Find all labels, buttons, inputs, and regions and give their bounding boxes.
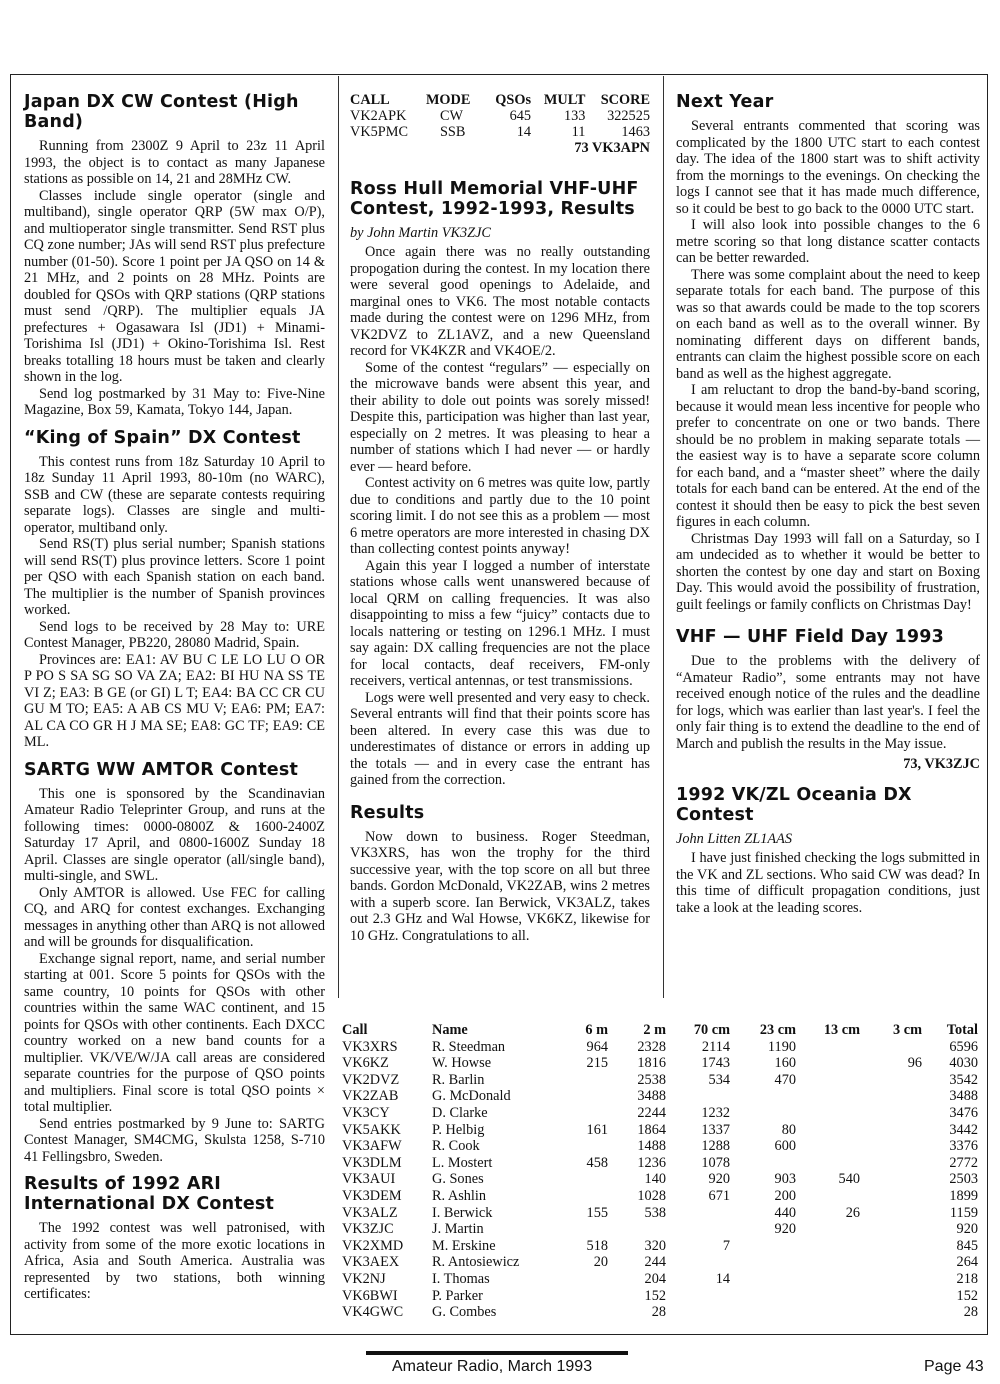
table-cell: 160: [774, 1055, 796, 1072]
table-row: [342, 1254, 978, 1271]
table-header: 13 cm: [823, 1022, 860, 1038]
table-header: MULT: [543, 92, 586, 108]
table-cell: [550, 1105, 608, 1122]
table-cell: [730, 1155, 796, 1172]
table-cell: 600: [774, 1138, 796, 1155]
table-cell: [860, 1138, 922, 1155]
table-header: 70 cm: [693, 1022, 730, 1038]
table-row: [342, 1088, 978, 1105]
table-header: Name: [432, 1022, 468, 1038]
table-cell: 1463: [621, 124, 650, 140]
paragraph: Running from 2300Z 9 April to 23z 11 April 1993, the object is to contact as many Japanese stations as possible on 14, 21 and 28MHz CW.: [24, 138, 325, 187]
table-cell: 28: [651, 1304, 666, 1321]
table-cell: [796, 1254, 860, 1271]
table-cell: [860, 1304, 922, 1321]
table-cell: 1190: [767, 1038, 796, 1055]
table-header: SCORE: [600, 92, 650, 108]
table-cell: 152: [644, 1287, 666, 1304]
footer-rule: [366, 1351, 628, 1355]
article-heading: Japan DX CW Contest (High Band): [24, 92, 299, 132]
table-cell: I. Thomas: [432, 1270, 490, 1287]
table-cell: VK3AUI: [342, 1171, 396, 1188]
paragraph: Only AMTOR is allowed. Use FEC for calling CQ, and ARQ for contest exchanges. Exchanging messages in anything other than ARQ is not allowed and will be grounds for disqualification.: [24, 884, 325, 950]
table-row: [342, 1304, 978, 1321]
table-body: [342, 1039, 978, 1321]
table-cell: [730, 1304, 796, 1321]
table-cell: 133: [564, 108, 586, 124]
table-cell: 645: [509, 108, 532, 124]
results-section: [350, 803, 650, 945]
article-heading: 1992 VK/ZL Oceania DX Contest: [676, 784, 912, 825]
paragraph: Send RS(T) plus serial number; Spanish stations will send RS(T) plus province letters. Score 1 point per QSO with each Spanish station on each band. The multiplier is the number of Spanish provinces worked.: [24, 536, 325, 618]
table-row: [350, 108, 650, 124]
ari-signoff: 73 VK3APN: [574, 140, 650, 156]
table-cell: 322525: [607, 108, 650, 124]
table-cell: [796, 1105, 860, 1122]
paragraph: Christmas Day 1993 will fall on a Saturday, so I am undecided as to whether it would be better to shorten the contest by one day and start on Boxing Day. This would avoid the possibility of frustration, guilt feelings or family conflicts on Christmas Day!: [676, 530, 980, 613]
table-cell: [550, 1072, 608, 1089]
table-cell: I. Berwick: [432, 1204, 493, 1221]
table-cell: 80: [781, 1121, 796, 1138]
table-row: [342, 1288, 978, 1305]
table-cell: [860, 1205, 922, 1222]
table-header: QSOs: [495, 92, 532, 108]
table-cell: D. Clarke: [432, 1104, 488, 1121]
table-cell: 11: [571, 124, 586, 140]
table-cell: 1864: [637, 1121, 666, 1138]
table-cell: VK5PMC: [350, 124, 408, 140]
article-heading: Ross Hull Memorial VHF-UHF Contest, 1992-1993, Results: [350, 178, 639, 219]
table-cell: VK3DEM: [342, 1187, 402, 1204]
table-cell: 534: [708, 1071, 730, 1088]
table-row: [342, 1105, 978, 1122]
table-cell: 28: [963, 1304, 978, 1321]
table-cell: P. Helbig: [432, 1121, 485, 1138]
table-cell: 26: [845, 1204, 860, 1221]
table-cell: 845: [956, 1237, 978, 1254]
table-cell: [666, 1304, 730, 1321]
paragraph: Provinces are: EA1: AV BU C LE LO LU O OR P PO S SA SG SO VA ZA; EA2: BI HU NA SS TE VI Z; EA3: B GE (or GI) L T; EA4: BA CC CR CU GU M TO; EA5: A AB CS MU V; EA6: PM; EA7: AL CA CO GR H J MA SE; EA8: GC TF; EA9: CE ML.: [24, 651, 325, 750]
table-cell: W. Howse: [432, 1055, 492, 1072]
table-cell: 6596: [949, 1038, 978, 1055]
table-header: Call: [342, 1022, 368, 1038]
table-cell: 218: [956, 1270, 978, 1287]
table-cell: 2328: [637, 1038, 666, 1055]
table-header: MODE: [425, 92, 471, 108]
table-cell: R. Ashlin: [432, 1187, 487, 1204]
table-cell: 2503: [949, 1171, 978, 1188]
table-row: [342, 1138, 978, 1155]
table-header: 3 cm: [893, 1022, 922, 1038]
table-cell: 2538: [637, 1071, 666, 1088]
paragraph: Send logs to be received by 28 May to: URE Contest Manager, PB220, 28080 Madrid, Spain.: [24, 618, 325, 651]
table-cell: [666, 1221, 730, 1238]
table-cell: 903: [774, 1171, 796, 1188]
table-cell: [550, 1221, 608, 1238]
table-cell: [796, 1138, 860, 1155]
paragraph: Contest activity on 6 metres was quite low, partly due to conditions and partly due to the 10 point scoring limit. I do not see this as a problem — most 6 metre operators are more interested in chasing DX than collecting contest points anyway!: [350, 475, 650, 557]
table-cell: 320: [644, 1237, 666, 1254]
signoff: 73, VK3ZJC: [903, 756, 980, 772]
table-cell: [730, 1271, 796, 1288]
table-cell: [796, 1055, 860, 1072]
table-cell: 470: [774, 1071, 796, 1088]
table-cell: VK3CY: [342, 1104, 390, 1121]
table-cell: 540: [838, 1171, 860, 1188]
table-row: [342, 1072, 978, 1089]
column-2: [350, 92, 650, 944]
table-cell: VK3AFW: [342, 1138, 402, 1155]
table-header: 2 m: [643, 1022, 666, 1038]
table-cell: 1078: [701, 1154, 730, 1171]
byline: by John Martin VK3ZJC: [350, 224, 491, 241]
table-cell: 1236: [637, 1154, 666, 1171]
table-cell: 1337: [701, 1121, 730, 1138]
table-cell: 7: [722, 1237, 730, 1254]
table-cell: 264: [956, 1254, 978, 1271]
table-cell: VK5AKK: [342, 1121, 401, 1138]
paragraph: Again this year I logged a number of interstate stations whose calls went unanswered because of local QRM on calling frequencies. It was also disappointing to miss a few “juicy” contacts due to locals nattering or testing on 1296.1 MHz. I must say again: DX calling frequencies are not the place for local contacts, deaf receivers, FM-only receivers, vertical antennas, or test transmissions.: [350, 557, 650, 689]
table-cell: 1816: [637, 1055, 666, 1072]
table-cell: 204: [644, 1270, 666, 1287]
column-1: [24, 92, 325, 1303]
table-cell: VK2APK: [350, 108, 407, 124]
table-cell: [550, 1288, 608, 1305]
table-cell: [796, 1072, 860, 1089]
table-cell: 1232: [701, 1104, 730, 1121]
article-heading: VHF — UHF Field Day 1993: [676, 627, 944, 647]
paragraph: I will also look into possible changes to the 6 metre scoring so that long distance scatter contacts can be better rewarded.: [676, 217, 980, 266]
table-cell: [730, 1238, 796, 1255]
oceania-article: [676, 785, 980, 917]
table-cell: G. Combes: [432, 1304, 497, 1321]
table-cell: 4030: [949, 1055, 978, 1072]
table-cell: SSB: [439, 124, 466, 140]
table-cell: 671: [708, 1187, 730, 1204]
table-cell: [796, 1088, 860, 1105]
table-cell: G. Sones: [432, 1171, 484, 1188]
table-cell: [860, 1122, 922, 1139]
paragraph: This one is sponsored by the Scandinavian Amateur Radio Teleprinter Group, and runs at the following times: 0000-0800Z & 1600-2400Z Saturday 17 April, and 0800-1600Z Sunday 18 April. Classes are single operator (all/single band), multi-single, and SWL.: [24, 785, 325, 884]
ari-score-table: [350, 92, 650, 140]
table-cell: 3476: [949, 1104, 978, 1121]
paragraph: I am reluctant to drop the band-by-band scoring, because it would mean less incentive for people who prefer to concentrate on one or two bands. There should be no problem in making separate totals — the easiest way is to have a separate score column for each band, and a “master sheet” where the daily totals for each band can be entered. At the end of the contest it should then be easy to pick the best seven figures in each column.: [676, 382, 980, 530]
table-cell: 3488: [949, 1088, 978, 1105]
table-header: 6 m: [585, 1022, 608, 1038]
table-header: 23 cm: [759, 1022, 796, 1038]
table-header-row: [342, 1022, 978, 1039]
table-cell: [666, 1088, 730, 1105]
paragraph: The 1992 contest was well patronised, with activity from some of the more exotic locations in Africa, Asia and South America. Australia was represented by two stations, both winning certificates:: [24, 1220, 325, 1302]
paragraph: Classes include single operator (single and multiband), single operator QRP (5W max O/P), and multioperator single transmitter. Send RST plus CQ zone number; JAs will send RST plus prefecture number (01-50). Score 1 point per JA QSO on 14 & 21 MHz, and 2 points on 28 MHz. Points are doubled for QSOs with QRP stations (QRP stations must send /QRP). The multiplier equals JA prefectures + Ogasawara Isl (JD1) + Minami-Torishima Isl (JD1) + Okino-Torishima Isl. Rest breaks totalling 18 hours must be taken and clearly shown in the log.: [24, 187, 325, 385]
table-cell: [796, 1271, 860, 1288]
table-cell: 140: [644, 1171, 666, 1188]
table-row: [342, 1055, 978, 1072]
table-row: [342, 1039, 978, 1056]
table-cell: 3442: [949, 1121, 978, 1138]
table-cell: 155: [586, 1204, 608, 1221]
table-cell: 1028: [637, 1187, 666, 1204]
table-cell: 2114: [701, 1038, 730, 1055]
table-cell: P. Parker: [432, 1287, 483, 1304]
paragraph: Send log postmarked by 31 May to: Five-Nine Magazine, Box 59, Kamata, Tokyo 144, Japan.: [24, 385, 325, 418]
table-cell: 538: [644, 1204, 666, 1221]
table-cell: 161: [586, 1121, 608, 1138]
paragraph: Logs were well presented and very easy to check. Several entrants will find that their points score has been altered. In every case this was due to underestimates of distance or errors in adding up the totals — and in every case the entrant has gained from the correction.: [350, 689, 650, 788]
table-cell: R. Antosiewicz: [432, 1254, 520, 1271]
japan-dx-article: [24, 92, 325, 419]
table-cell: 14: [516, 124, 532, 140]
table-cell: [860, 1105, 922, 1122]
table-cell: L. Mostert: [432, 1154, 493, 1171]
table-cell: VK3ALZ: [342, 1204, 398, 1221]
column-3: [676, 92, 980, 916]
table-cell: VK3ZJC: [342, 1221, 394, 1238]
paragraph: This contest runs from 18z Saturday 10 April to 18z Sunday 11 April 1993, 80-10m (no WARC), SSB and CW (these are separate contests requiring separate logs). Classes are single and multi-operator, multiband only.: [24, 453, 325, 536]
table-cell: 20: [593, 1254, 608, 1271]
paragraph: Due to the problems with the delivery of “Amateur Radio”, some entrants may not have received enough notice of the rules and the deadline for logs, which was earlier than last year's. I feel the only fair thing is to extend the deadline to the end of March and publish the results in the May issue.: [676, 653, 980, 752]
table-row: [342, 1238, 978, 1255]
table-cell: 1743: [701, 1055, 730, 1072]
table-cell: VK3XRS: [342, 1038, 398, 1055]
table-cell: [796, 1039, 860, 1056]
column-rule-1: [338, 76, 339, 998]
table-cell: VK3DLM: [342, 1154, 402, 1171]
table-cell: CW: [439, 108, 463, 124]
table-cell: [550, 1171, 608, 1188]
table-cell: 96: [907, 1055, 922, 1072]
table-cell: 152: [956, 1287, 978, 1304]
table-cell: 1899: [949, 1187, 978, 1204]
table-cell: [666, 1288, 730, 1305]
table-cell: 3376: [949, 1138, 978, 1155]
table-cell: J. Martin: [432, 1221, 484, 1238]
table-header: Total: [946, 1022, 978, 1038]
table-row: [342, 1205, 978, 1222]
sartg-article: [24, 760, 325, 1166]
table-cell: VK6BWI: [342, 1287, 398, 1304]
paragraph: Several entrants commented that scoring was complicated by the 1800 UTC start to each contest day. The idea of the 1800 start was to shift activity from the mornings to the evenings. On checking the logs I cannot see that it has made much difference, so it could be best to go back to the 0000 UTC start.: [676, 118, 980, 217]
table-cell: 518: [586, 1237, 608, 1254]
table-cell: 920: [774, 1221, 796, 1238]
table-cell: VK2NJ: [342, 1270, 386, 1287]
paragraph: There was some complaint about the need to keep separate totals for each band. The purpose of this was so that awards could be made to the top scorers on each band as well as to the overall winner. By nominating different days on different bands, entrants can claim the highest possible score on each band as well as the highest aggregate.: [676, 266, 980, 382]
ari-results-article: [24, 1174, 325, 1303]
table-cell: R. Cook: [432, 1138, 480, 1155]
table-row: [342, 1271, 978, 1288]
table-cell: R. Steedman: [432, 1038, 506, 1055]
table-cell: 3542: [949, 1071, 978, 1088]
table-cell: 920: [956, 1221, 978, 1238]
table-cell: [608, 1221, 666, 1238]
article-heading: “King of Spain” DX Contest: [24, 427, 301, 448]
section-heading: Next Year: [676, 92, 774, 112]
table-cell: [796, 1238, 860, 1255]
table-cell: 2244: [637, 1104, 666, 1121]
table-cell: 440: [774, 1204, 796, 1221]
table-cell: [796, 1155, 860, 1172]
table-row: [350, 124, 650, 140]
table-cell: G. McDonald: [432, 1088, 511, 1105]
table-cell: [550, 1188, 608, 1205]
table-cell: [860, 1039, 922, 1056]
paragraph: I have just finished checking the logs submitted in the VK and ZL sections. Who said CW was dead? In this time of difficult propagation conditions, just take a look at the leading scores.: [676, 850, 980, 916]
article-heading: Results of 1992 ARI International DX Contest: [24, 1174, 275, 1214]
table-cell: [796, 1221, 860, 1238]
table-cell: 1159: [949, 1204, 978, 1221]
table-cell: 3488: [637, 1088, 666, 1105]
table-cell: [860, 1155, 922, 1172]
table-row: [342, 1188, 978, 1205]
king-of-spain-article: [24, 428, 325, 751]
paragraph: Now down to business. Roger Steedman, VK3XRS, has won the trophy for the third successive year, with the top score on all but three bands. Gordon McDonald, VK2ZAB, wins 2 metres with a superb score. Ian Berwick, VK3ALZ, takes out 2.3 GHz and Wal Howse, VK6KZ, likewise for 10 GHz. Congratulations to all.: [350, 828, 650, 944]
paragraph: Exchange signal report, name, and serial number starting at 001. Score 5 points for QSOs with the same country, 10 points for QSOs with other countries within the same WAC continent, and 15 points for QSOs with other continents. Each DXCC country worked on a new band counts for a multiplier. VK/VE/W/JA call areas are considered separate countries for the purpose of QSO points and multipliers. Final score is total QSO points × total multiplier.: [24, 950, 325, 1115]
table-cell: [796, 1122, 860, 1139]
table-cell: [860, 1072, 922, 1089]
table-cell: [730, 1088, 796, 1105]
table-cell: [666, 1205, 730, 1222]
table-row: [342, 1122, 978, 1139]
table-cell: [730, 1105, 796, 1122]
article-heading: SARTG WW AMTOR Contest: [24, 759, 299, 780]
table-cell: [730, 1288, 796, 1305]
table-cell: [860, 1221, 922, 1238]
table-cell: VK2DVZ: [342, 1071, 400, 1088]
page-number: Page 43: [924, 1358, 984, 1375]
table-cell: [860, 1088, 922, 1105]
table-cell: [860, 1238, 922, 1255]
table-header: CALL: [350, 92, 390, 108]
table-cell: 1288: [701, 1138, 730, 1155]
footer-publication: Amateur Radio, March 1993: [392, 1358, 593, 1375]
field-day-article: [676, 627, 980, 773]
table-row: [342, 1155, 978, 1172]
table-cell: M. Erskine: [432, 1237, 496, 1254]
table-cell: [860, 1188, 922, 1205]
table-cell: [796, 1188, 860, 1205]
table-cell: [860, 1254, 922, 1271]
table-cell: [860, 1288, 922, 1305]
table-cell: VK4GWC: [342, 1304, 404, 1321]
table-cell: VK2XMD: [342, 1237, 404, 1254]
table-cell: [550, 1271, 608, 1288]
table-cell: 458: [586, 1154, 608, 1171]
table-cell: [550, 1088, 608, 1105]
table-cell: [730, 1254, 796, 1271]
table-cell: VK2ZAB: [342, 1088, 399, 1105]
table-cell: 2772: [949, 1154, 978, 1171]
paragraph: Once again there was no really outstanding propogation during the contest. In my location there were several good openings to Adelaide, and marginal ones to VK6. The most notable contacts made during the contest were on 1296 MHz, from VK2DVZ to ZL1AVZ, and a new Queensland record for VK4KZR and VK4OE/2.: [350, 244, 650, 359]
table-cell: [860, 1271, 922, 1288]
table-cell: [860, 1171, 922, 1188]
table-cell: 215: [586, 1055, 608, 1072]
byline: John Litten ZL1AAS: [676, 830, 792, 847]
section-heading: Results: [350, 802, 425, 823]
table-cell: [666, 1254, 730, 1271]
table-cell: 14: [715, 1270, 730, 1287]
table-cell: [796, 1304, 860, 1321]
ross-hull-article: [350, 179, 650, 789]
table-cell: [550, 1138, 608, 1155]
paragraph: Send entries postmarked by 9 June to: SARTG Contest Manager, SM4CMG, Skulsta 1258, S-710 41 Fellingsbro, Sweden.: [24, 1115, 325, 1165]
next-year-section: [676, 92, 980, 613]
table-cell: [796, 1288, 860, 1305]
ross-hull-results-table: [342, 1022, 978, 1321]
table-cell: VK3AEX: [342, 1254, 400, 1271]
paragraph: Some of the contest “regulars” — especially on the microwave bands were absent this year, and their ability to dole out points was sorely missed! Despite this, participation was higher than last year, especially on 2 metres. It was pleasing to hear a number of stations which I had never — or hardly ever — heard before.: [350, 359, 650, 475]
table-cell: 964: [586, 1038, 608, 1055]
table-cell: 244: [644, 1254, 666, 1271]
table-cell: R. Barlin: [432, 1071, 485, 1088]
table-cell: 200: [774, 1187, 796, 1204]
table-row: [342, 1171, 978, 1188]
table-cell: 1488: [637, 1138, 666, 1155]
table-cell: [550, 1304, 608, 1321]
table-cell: 920: [708, 1171, 730, 1188]
table-cell: VK6KZ: [342, 1055, 389, 1072]
column-rule-2: [663, 76, 664, 998]
table-row: [342, 1221, 978, 1238]
